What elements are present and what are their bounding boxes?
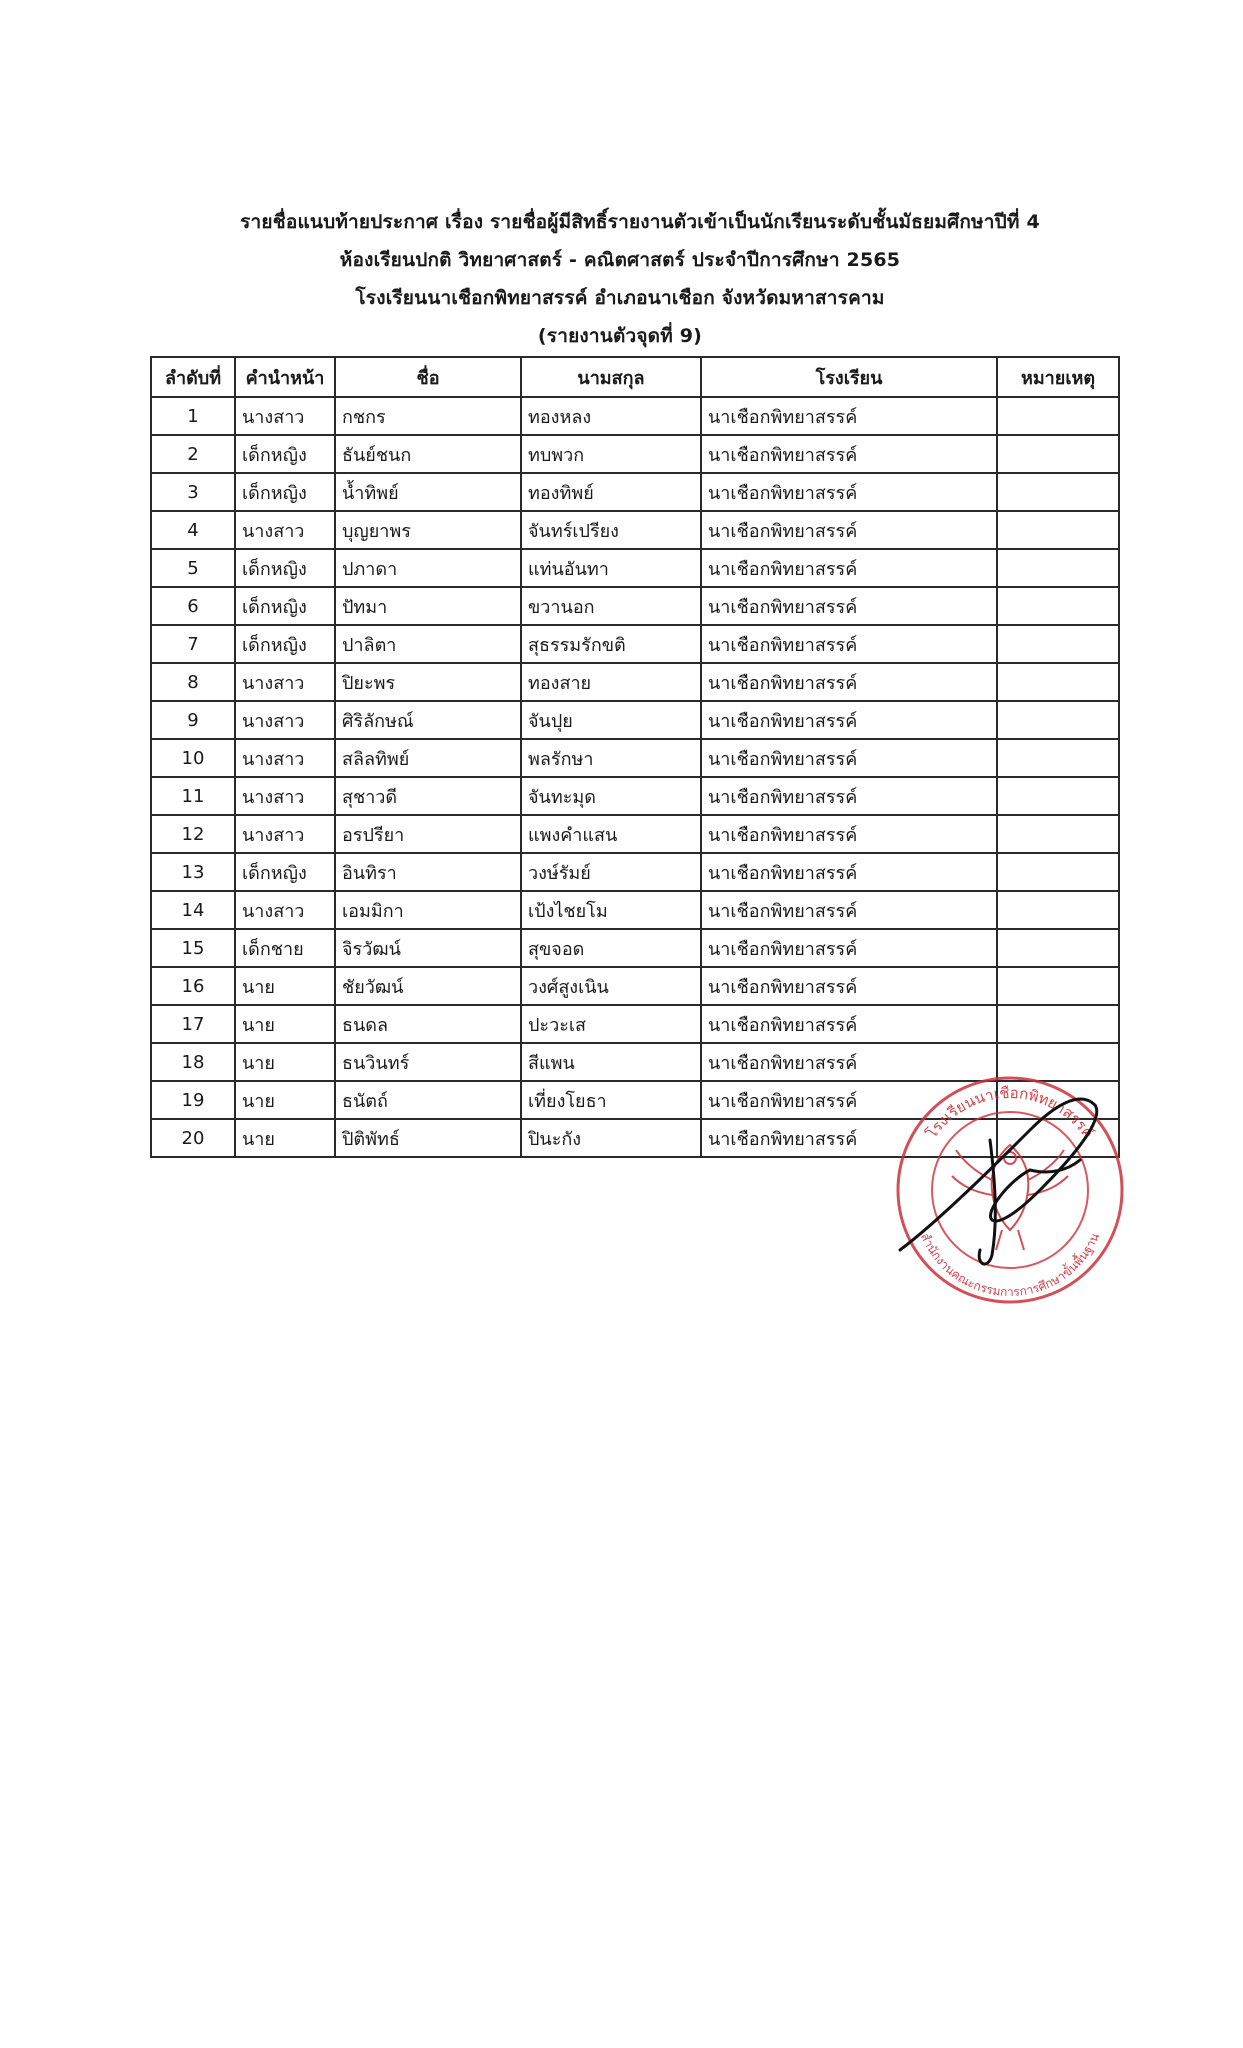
cell-prefix: นางสาว xyxy=(235,701,335,739)
cell-prefix: เด็กหญิง xyxy=(235,853,335,891)
cell-school: นาเชือกพิทยาสรรค์ xyxy=(701,663,997,701)
cell-no: 4 xyxy=(151,511,235,549)
cell-no: 13 xyxy=(151,853,235,891)
svg-text:สำนักงานคณะกรรมการการศึกษาขั้น xyxy=(918,1231,1102,1299)
table-row xyxy=(151,967,1119,1005)
cell-last-name: พลรักษา xyxy=(521,739,701,777)
cell-note xyxy=(997,815,1119,853)
cell-school: นาเชือกพิทยาสรรค์ xyxy=(701,587,997,625)
cell-last-name: เที่ยงโยธา xyxy=(521,1081,701,1119)
cell-first-name: อรปรียา xyxy=(335,815,521,853)
cell-school: นาเชือกพิทยาสรรค์ xyxy=(701,739,997,777)
cell-first-name: น้ำทิพย์ xyxy=(335,473,521,511)
cell-note xyxy=(997,549,1119,587)
cell-last-name: ขวานอก xyxy=(521,587,701,625)
cell-prefix: เด็กหญิง xyxy=(235,473,335,511)
heading-line-2: ห้องเรียนปกติ วิทยาศาสตร์ - คณิตศาสตร์ ประจำปีการศึกษา 2565 xyxy=(339,249,901,271)
cell-school: นาเชือกพิทยาสรรค์ xyxy=(701,1005,997,1043)
cell-no: 2 xyxy=(151,435,235,473)
cell-first-name: ชัยวัฒน์ xyxy=(335,967,521,1005)
header-note: หมายเหตุ xyxy=(997,357,1119,397)
cell-first-name: ศิริลักษณ์ xyxy=(335,701,521,739)
cell-last-name: สุขจอด xyxy=(521,929,701,967)
cell-last-name: จันปุย xyxy=(521,701,701,739)
table-row xyxy=(151,587,1119,625)
cell-no: 15 xyxy=(151,929,235,967)
header-last-name: นามสกุล xyxy=(521,357,701,397)
cell-prefix: นาย xyxy=(235,967,335,1005)
header-no: ลำดับที่ xyxy=(151,357,235,397)
cell-first-name: สลิลทิพย์ xyxy=(335,739,521,777)
cell-no: 1 xyxy=(151,397,235,435)
cell-note xyxy=(997,435,1119,473)
cell-first-name: กชกร xyxy=(335,397,521,435)
cell-no: 14 xyxy=(151,891,235,929)
cell-first-name: ธนดล xyxy=(335,1005,521,1043)
cell-prefix: นางสาว xyxy=(235,397,335,435)
cell-no: 18 xyxy=(151,1043,235,1081)
cell-no: 20 xyxy=(151,1119,235,1157)
cell-prefix: เด็กหญิง xyxy=(235,587,335,625)
table-row xyxy=(151,815,1119,853)
table-row xyxy=(151,777,1119,815)
cell-note xyxy=(997,929,1119,967)
header-prefix: คำนำหน้า xyxy=(235,357,335,397)
cell-no: 10 xyxy=(151,739,235,777)
table-row xyxy=(151,625,1119,663)
cell-note xyxy=(997,1005,1119,1043)
cell-school: นาเชือกพิทยาสรรค์ xyxy=(701,967,997,1005)
cell-school: นาเชือกพิทยาสรรค์ xyxy=(701,511,997,549)
cell-first-name: ปภาดา xyxy=(335,549,521,587)
cell-school: นาเชือกพิทยาสรรค์ xyxy=(701,891,997,929)
cell-school: นาเชือกพิทยาสรรค์ xyxy=(701,397,997,435)
cell-note xyxy=(997,511,1119,549)
seal-text-bottom: สำนักงานคณะกรรมการการศึกษาขั้นพื้นฐาน xyxy=(917,1230,1103,1300)
cell-first-name: เอมมิกา xyxy=(335,891,521,929)
cell-school: นาเชือกพิทยาสรรค์ xyxy=(701,853,997,891)
cell-prefix: เด็กหญิง xyxy=(235,625,335,663)
cell-note xyxy=(997,853,1119,891)
cell-school: นาเชือกพิทยาสรรค์ xyxy=(701,1081,997,1119)
cell-prefix: นางสาว xyxy=(235,815,335,853)
cell-school: นาเชือกพิทยาสรรค์ xyxy=(701,1043,997,1081)
cell-last-name: ทองหลง xyxy=(521,397,701,435)
cell-prefix: เด็กหญิง xyxy=(235,549,335,587)
cell-note xyxy=(997,739,1119,777)
cell-note xyxy=(997,625,1119,663)
cell-last-name: แพงคำแสน xyxy=(521,815,701,853)
cell-note xyxy=(997,473,1119,511)
cell-last-name: ทองสาย xyxy=(521,663,701,701)
cell-first-name: ธนัตถ์ xyxy=(335,1081,521,1119)
cell-no: 6 xyxy=(151,587,235,625)
header-first-name: ชื่อ xyxy=(335,357,521,397)
cell-prefix: เด็กหญิง xyxy=(235,435,335,473)
table-row xyxy=(151,929,1119,967)
cell-last-name: ปะวะเส xyxy=(521,1005,701,1043)
table-row xyxy=(151,739,1119,777)
cell-last-name: ทบพวก xyxy=(521,435,701,473)
table-row xyxy=(151,435,1119,473)
cell-first-name: ปิติพัทธ์ xyxy=(335,1119,521,1157)
cell-prefix: นาย xyxy=(235,1043,335,1081)
cell-no: 11 xyxy=(151,777,235,815)
table-row xyxy=(151,397,1119,435)
cell-prefix: นาย xyxy=(235,1005,335,1043)
garuda-emblem-icon xyxy=(952,1145,1068,1250)
table-row xyxy=(151,853,1119,891)
cell-first-name: ปิยะพร xyxy=(335,663,521,701)
cell-first-name: ธนวินทร์ xyxy=(335,1043,521,1081)
cell-first-name: ปัทมา xyxy=(335,587,521,625)
cell-no: 5 xyxy=(151,549,235,587)
cell-first-name: ธันย์ชนก xyxy=(335,435,521,473)
cell-prefix: นาย xyxy=(235,1081,335,1119)
announcement-heading xyxy=(140,203,1100,355)
table-row xyxy=(151,473,1119,511)
student-roster-table xyxy=(150,356,1120,1158)
cell-last-name: ทองทิพย์ xyxy=(521,473,701,511)
cell-school: นาเชือกพิทยาสรรค์ xyxy=(701,929,997,967)
cell-no: 17 xyxy=(151,1005,235,1043)
table-row xyxy=(151,663,1119,701)
cell-last-name: ปินะกัง xyxy=(521,1119,701,1157)
cell-first-name: จิรวัฒน์ xyxy=(335,929,521,967)
cell-school: นาเชือกพิทยาสรรค์ xyxy=(701,549,997,587)
cell-no: 16 xyxy=(151,967,235,1005)
cell-last-name: สุธรรมรักขติ xyxy=(521,625,701,663)
table-row xyxy=(151,1005,1119,1043)
cell-no: 7 xyxy=(151,625,235,663)
cell-first-name: ปาลิตา xyxy=(335,625,521,663)
cell-note xyxy=(997,891,1119,929)
cell-prefix: นางสาว xyxy=(235,511,335,549)
cell-last-name: จันทะมุด xyxy=(521,777,701,815)
cell-last-name: จันทร์เปรียง xyxy=(521,511,701,549)
school-seal-stamp xyxy=(880,1050,1140,1310)
cell-last-name: แท่นอันทา xyxy=(521,549,701,587)
cell-prefix: เด็กชาย xyxy=(235,929,335,967)
cell-note xyxy=(997,397,1119,435)
cell-no: 9 xyxy=(151,701,235,739)
heading-line-4: (รายงานตัวจุดที่ 9) xyxy=(537,325,703,347)
cell-note xyxy=(997,587,1119,625)
cell-last-name: วงศ์สูงเนิน xyxy=(521,967,701,1005)
header-school: โรงเรียน xyxy=(701,357,997,397)
cell-last-name: เป้งไชยโม xyxy=(521,891,701,929)
table-row xyxy=(151,891,1119,929)
cell-school: นาเชือกพิทยาสรรค์ xyxy=(701,777,997,815)
cell-school: นาเชือกพิทยาสรรค์ xyxy=(701,435,997,473)
table-row xyxy=(151,511,1119,549)
cell-no: 8 xyxy=(151,663,235,701)
table-row xyxy=(151,549,1119,587)
cell-prefix: นางสาว xyxy=(235,777,335,815)
cell-note xyxy=(997,701,1119,739)
cell-school: นาเชือกพิทยาสรรค์ xyxy=(701,701,997,739)
cell-prefix: นางสาว xyxy=(235,663,335,701)
cell-school: นาเชือกพิทยาสรรค์ xyxy=(701,1119,997,1157)
table-header-row xyxy=(151,357,1119,397)
cell-first-name: สุชาวดี xyxy=(335,777,521,815)
cell-note xyxy=(997,777,1119,815)
seal-text-top: โรงเรียนนาเชือกพิทยาสรรค์ xyxy=(922,1083,1098,1142)
heading-line-1: รายชื่อแนบท้ายประกาศ เรื่อง รายชื่อผู้มีสิทธิ์รายงานตัวเข้าเป็นนักเรียนระดับชั้นมัธยมศึกษาปีที่ 4 xyxy=(240,211,1040,233)
cell-school: นาเชือกพิทยาสรรค์ xyxy=(701,815,997,853)
cell-first-name: อินทิรา xyxy=(335,853,521,891)
cell-prefix: นางสาว xyxy=(235,891,335,929)
cell-school: นาเชือกพิทยาสรรค์ xyxy=(701,473,997,511)
cell-no: 3 xyxy=(151,473,235,511)
cell-school: นาเชือกพิทยาสรรค์ xyxy=(701,625,997,663)
cell-last-name: สีแพน xyxy=(521,1043,701,1081)
cell-first-name: บุญยาพร xyxy=(335,511,521,549)
cell-last-name: วงษ์รัมย์ xyxy=(521,853,701,891)
cell-prefix: นางสาว xyxy=(235,739,335,777)
cell-note xyxy=(997,967,1119,1005)
table-row xyxy=(151,701,1119,739)
cell-note xyxy=(997,663,1119,701)
heading-line-3: โรงเรียนนาเชือกพิทยาสรรค์ อำเภอนาเชือก จังหวัดมหาสารคาม xyxy=(355,287,885,309)
cell-no: 19 xyxy=(151,1081,235,1119)
cell-prefix: นาย xyxy=(235,1119,335,1157)
cell-no: 12 xyxy=(151,815,235,853)
